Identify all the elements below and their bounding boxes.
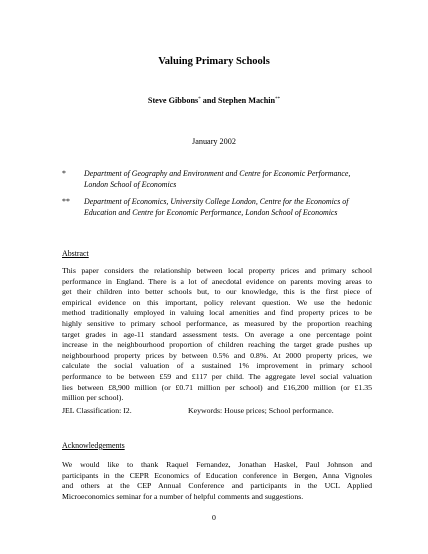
abstract-line: empirical evidence on this important, policy relevant question. We use the hedonic: [62, 297, 372, 307]
affiliation-2: [62, 196, 382, 218]
abstract-line: million per school).: [62, 393, 124, 403]
abstract-line: performance in England. There is a lot of anecdotal evidence on parents moving areas to: [62, 276, 372, 286]
affiliation-2-line: Department of Economics, University College London, Centre for the Economics of: [84, 197, 349, 206]
acknowledgements-heading: Acknowledgements: [62, 441, 125, 450]
abstract-line: method traditionally employed in valuing local amenities and find property prices to be: [62, 308, 372, 318]
affiliation-1-line: Department of Geography and Environment and Centre for Economic Performance,: [84, 169, 351, 178]
abstract-line: neighbourhood property prices by between 0.5% and 0.8%. At 2000 property prices, we: [62, 350, 372, 360]
abstract-line: performance to be between £59 and £117 per child. The aggregate level social valuation: [62, 371, 372, 381]
abstract-line: target grades in age-11 standard assessment tests. On average a one percentage point: [62, 329, 372, 339]
acknowledgements-line: We would like to thank Raquel Fernandez, Jonathan Haskel, Paul Johnson and: [62, 460, 372, 469]
affiliation-1-text: [84, 168, 382, 190]
acknowledgements-line: participants in the CEPR Economics of Education conference in Bergen, Anna Vignoles: [62, 470, 372, 480]
author-2-footnote-mark: **: [275, 97, 281, 102]
page-number: 0: [212, 513, 216, 522]
abstract-heading: Abstract: [62, 249, 89, 258]
jel-classification: JEL Classification: I2.: [62, 406, 132, 415]
affiliation-2-line: Education and Centre for Economic Performance, London School of Economics: [84, 208, 338, 217]
author-2: Stephen Machin: [217, 96, 276, 105]
abstract-line: This paper considers the relationship between local property prices and primary school: [62, 266, 372, 275]
paper-title: Valuing Primary Schools: [158, 56, 270, 67]
acknowledgements-line: Microeconomics seminar for a number of helpful comments and suggestions.: [62, 491, 304, 501]
abstract-line: highly sensitive to primary school performance, as measured by the proportion reaching: [62, 318, 372, 328]
paper-date: January 2002: [192, 137, 236, 146]
keywords: Keywords: House prices; School performance.: [188, 406, 334, 415]
affiliation-1-mark: *: [62, 169, 66, 178]
abstract-body: [62, 266, 372, 404]
author-line: [0, 96, 428, 105]
affiliation-1-line: London School of Economics: [84, 180, 177, 189]
author-1: Steve Gibbons: [147, 96, 199, 105]
author-1-footnote-mark: *: [198, 97, 201, 102]
affiliation-1: [62, 168, 382, 190]
acknowledgements-body: [62, 460, 372, 502]
author-conjunction: and: [200, 96, 218, 105]
affiliation-2-mark: **: [62, 197, 70, 206]
affiliation-2-text: [84, 196, 382, 218]
abstract-line: increase in the neighbourhood proportion of children reaching the target grade pushes up: [62, 340, 372, 350]
abstract-line: lies between £8,900 million (or £0.71 million per school) and £16,200 million (or £1.35: [62, 382, 372, 392]
abstract-line: get their children into better schools but, to our knowledge, this is the first piece of: [62, 287, 372, 297]
acknowledgements-line: and others at the CEP Annual Conference and participants in the UCL Applied: [62, 481, 372, 491]
abstract-line: calculate the social valuation of a sustained 1% improvement in primary school: [62, 361, 372, 371]
